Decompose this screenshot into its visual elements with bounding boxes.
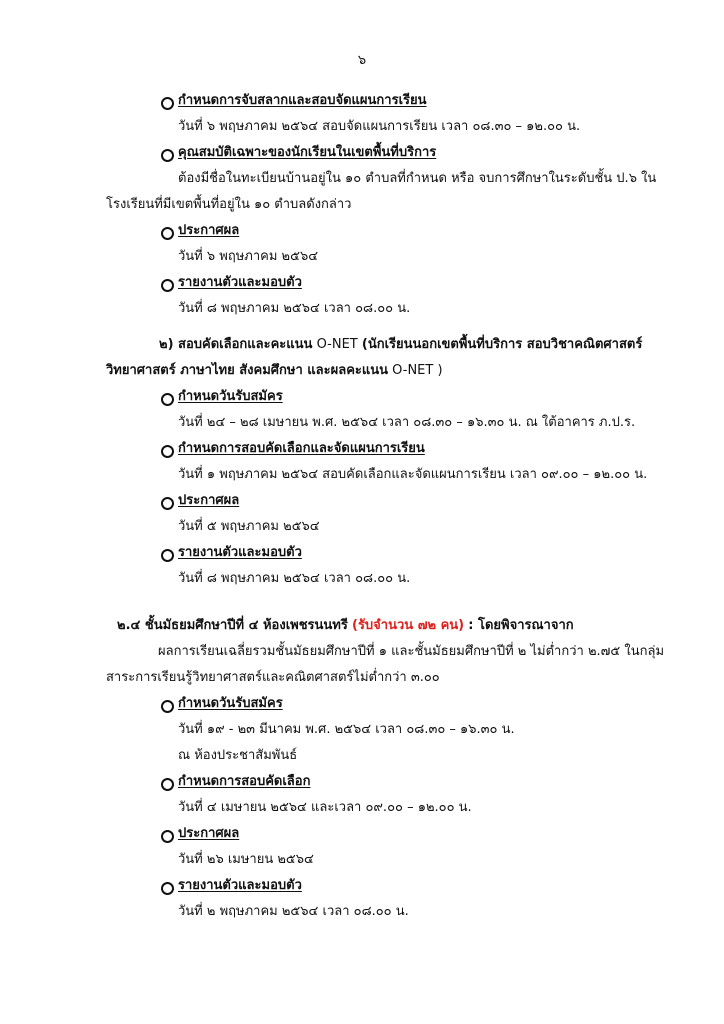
- section-heading: กำหนดการจับสลากและสอบจัดแผนการเรียน: [178, 93, 427, 108]
- bullet-icon: [161, 549, 174, 562]
- body-text: วันที่ ๖ พฤษภาคม ๒๕๖๔: [178, 249, 319, 264]
- subsection-title-rest: (นักเรียนนอกเขตพื้นที่บริการ สอบวิชาคณิตศาสตร์: [361, 337, 643, 352]
- section-heading: ประกาศผล: [178, 826, 240, 841]
- body-text: วันที่ ๕ พฤษภาคม ๒๕๖๔: [178, 519, 320, 534]
- body-text: โรงเรียนที่มีเขตพื้นที่อยู่ใน ๑๐ ตำบลดังกล่าว: [106, 197, 352, 212]
- body-text: วันที่ ๒๖ เมษายน ๒๕๖๔: [178, 852, 314, 867]
- bullet-icon: [161, 227, 174, 240]
- onet-label: O-NET: [316, 337, 358, 352]
- body-text: ผลการเรียนเฉลี่ยรวมชั้นมัธยมศึกษาปีที่ ๑ และชั้นมัธยมศึกษาปีที่ ๒ ไม่ต่ำกว่า ๒.๗๕ ในกลุ่ม: [158, 644, 665, 659]
- bullet-icon: [161, 882, 174, 895]
- section-heading: ประกาศผล: [178, 223, 240, 238]
- section-heading: กำหนดการสอบคัดเลือก: [178, 774, 311, 789]
- bullet-icon: [161, 778, 174, 791]
- body-text: วันที่ ๔ เมษายน ๒๕๖๔ และเวลา ๐๙.๐๐ – ๑๒.๐๐ น.: [178, 800, 472, 815]
- subsection-title: [159, 336, 642, 354]
- bullet-icon: [161, 393, 174, 406]
- section-heading: รายงานตัวและมอบตัว: [178, 275, 302, 290]
- body-text: วันที่ ๘ พฤษภาคม ๒๕๖๔ เวลา ๐๘.๐๐ น.: [178, 571, 411, 586]
- subsection-title-bold: ๒) สอบคัดเลือกและคะแนน: [159, 337, 313, 352]
- section-title-main: ๒.๔ ชั้นมัธยมศึกษาปีที่ ๔ ห้องเพชรนนทรี: [117, 618, 348, 633]
- body-text: วันที่ ๖ พฤษภาคม ๒๕๖๔ สอบจัดแผนการเรียน เวลา ๐๘.๓๐ – ๑๒.๐๐ น.: [178, 119, 581, 134]
- bullet-icon: [161, 700, 174, 713]
- subsection-title-bold: วิทยาศาสตร์ ภาษาไทย สังคมศึกษา และผลคะแนน: [106, 363, 389, 378]
- quota-highlight: (รับจำนวน ๗๒ คน): [352, 618, 465, 633]
- subsection-title-cont: [106, 362, 443, 380]
- bullet-icon: [161, 497, 174, 510]
- bullet-icon: [161, 149, 174, 162]
- section-heading: กำหนดการสอบคัดเลือกและจัดแผนการเรียน: [178, 441, 425, 456]
- section-heading: คุณสมบัติเฉพาะของนักเรียนในเขตพื้นที่บริการ: [178, 145, 437, 160]
- bullet-icon: [161, 97, 174, 110]
- body-text: สาระการเรียนรู้วิทยาศาสตร์และคณิตศาสตร์ไม่ต่ำกว่า ๓.๐๐: [106, 670, 440, 685]
- bullet-icon: [161, 279, 174, 292]
- section-heading: กำหนดวันรับสมัคร: [178, 696, 283, 711]
- section-heading: ประกาศผล: [178, 493, 240, 508]
- section-heading: กำหนดวันรับสมัคร: [178, 389, 283, 404]
- page-number: ๖: [357, 53, 367, 68]
- body-text: ต้องมีชื่อในทะเบียนบ้านอยู่ใน ๑๐ ตำบลที่กำหนด หรือ จบการศึกษาในระดับชั้น ป.๖ ใน: [178, 171, 657, 186]
- body-text: วันที่ ๒ พฤษภาคม ๒๕๖๔ เวลา ๐๘.๐๐ น.: [178, 904, 409, 919]
- body-text: วันที่ ๑๙ - ๒๓ มีนาคม พ.ศ. ๒๕๖๔ เวลา ๐๘.๓๐ – ๑๖.๓๐ น.: [178, 722, 515, 737]
- section-heading: รายงานตัวและมอบตัว: [178, 545, 302, 560]
- onet-label: O-NET ): [392, 363, 443, 378]
- section-title-tail: : โดยพิจารณาจาก: [468, 618, 574, 633]
- body-text: วันที่ ๒๔ – ๒๘ เมษายน พ.ศ. ๒๕๖๔ เวลา ๐๘.๓๐ – ๑๖.๓๐ น. ณ ใต้อาคาร ภ.ป.ร.: [178, 415, 636, 430]
- body-text: วันที่ ๘ พฤษภาคม ๒๕๖๔ เวลา ๐๘.๐๐ น.: [178, 301, 411, 316]
- bullet-icon: [161, 445, 174, 458]
- body-text: ณ ห้องประชาสัมพันธ์: [178, 748, 298, 763]
- body-text: วันที่ ๑ พฤษภาคม ๒๕๖๔ สอบคัดเลือกและจัดแผนการเรียน เวลา ๐๙.๐๐ – ๑๒.๐๐ น.: [178, 467, 648, 482]
- section-title: [117, 617, 574, 635]
- bullet-icon: [161, 830, 174, 843]
- section-heading: รายงานตัวและมอบตัว: [178, 878, 302, 893]
